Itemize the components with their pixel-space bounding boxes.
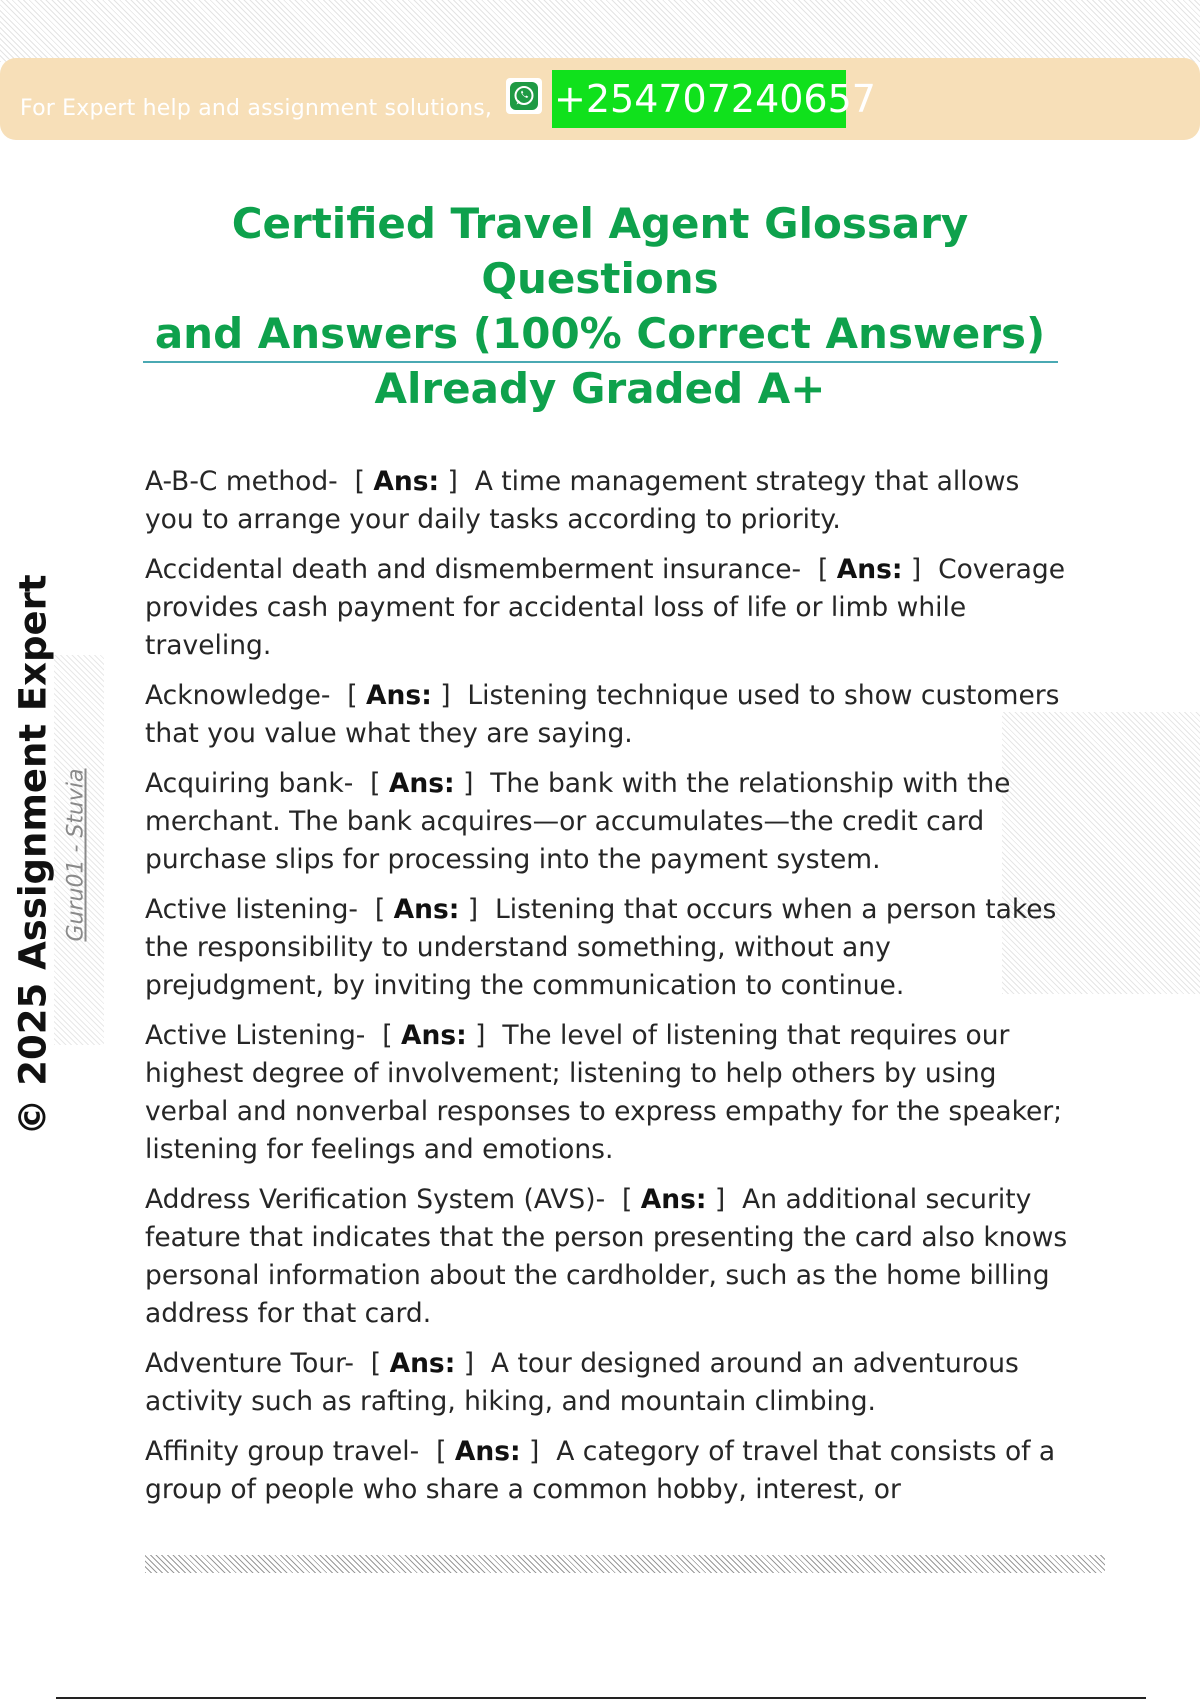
ans-label: Ans: [388, 768, 455, 799]
banner-text: For Expert help and assignment solutions, [20, 96, 493, 121]
ans-label: Ans: [373, 466, 440, 497]
entry-term: Accidental death and dismemberment insurance- [145, 554, 802, 585]
ans-label: Ans: [393, 894, 460, 925]
entry-definition: Listening technique used to show customers that you value what they are saying. [145, 680, 1060, 749]
entry-definition: A tour designed around an adventurous activity such as rafting, hiking, and mountain climbing. [145, 1348, 1019, 1417]
entry-definition: A category of travel that consists of a group of people who share a common hobby, interest, or [145, 1436, 1056, 1505]
author-vertical: Guru01 - Stuvia [63, 768, 89, 942]
title-line-3: Already Graded A+ [374, 364, 826, 413]
title-line-2: and Answers (100% Correct Answers) [154, 309, 1046, 358]
ans-label: Ans: [836, 554, 903, 585]
entry-term: A-B-C method- [145, 466, 338, 497]
glossary-entry: Accidental death and dismemberment insurance- [ Ans: ] Coverage provides cash payment for accidental loss of life or limb while traveling. [145, 554, 1066, 661]
ans-label: Ans: [389, 1348, 456, 1379]
footer-divider [56, 1697, 1146, 1699]
glossary-list [145, 463, 1070, 1521]
entry-term: Active listening- [145, 894, 358, 925]
entry-term: Active Listening- [145, 1020, 366, 1051]
glossary-entry: Active Listening- [ Ans: ] The level of listening that requires our highest degree of involvement; listening to help others by using verbal and nonverbal responses to express empathy for the speaker; listening for feelings and emotions. [145, 1020, 1063, 1165]
entry-term: Address Verification System (AVS)- [145, 1184, 606, 1215]
glossary-entry: Active listening- [ Ans: ] Listening that occurs when a person takes the responsibility to understand something, without any prejudgment, by inviting the communication to continue. [145, 894, 1057, 1001]
bottom-hatch-pattern [145, 1555, 1105, 1573]
glossary-entry: Address Verification System (AVS)- [ Ans: ] An additional security feature that indicates that the person presenting the card also knows personal information about the cardholder, such as the home billing address for that card. [145, 1184, 1068, 1329]
title-divider [143, 361, 1058, 363]
entry-term: Acquiring bank- [145, 768, 354, 799]
glossary-entry: A-B-C method- [ Ans: ] A time management strategy that allows you to arrange your daily tasks according to priority. [145, 466, 1020, 535]
glossary-entry: Adventure Tour- [ Ans: ] A tour designed around an adventurous activity such as rafting, hiking, and mountain climbing. [145, 1348, 1019, 1417]
entry-definition: Coverage provides cash payment for accidental loss of life or limb while traveling. [145, 554, 1066, 661]
ans-label: Ans: [366, 680, 432, 711]
entry-term: Acknowledge- [145, 680, 331, 711]
entry-definition: Listening that occurs when a person takes the responsibility to understand something, without any prejudgment, by inviting the communication to continue. [145, 894, 1057, 1001]
copyright-vertical: © 2025 Assignment Expert [11, 574, 55, 1136]
ans-label: Ans: [640, 1184, 707, 1215]
glossary-entry: Acknowledge- [ Ans: ] Listening technique used to show customers that you value what they are saying. [145, 680, 1060, 749]
entry-term: Affinity group travel- [145, 1436, 420, 1467]
phone-number[interactable]: +254707240657 [552, 70, 846, 128]
page-title [130, 196, 1070, 416]
title-line-1: Certified Travel Agent Glossary Questions [231, 199, 969, 303]
glossary-entry: Acquiring bank- [ Ans: ] The bank with the relationship with the merchant. The bank acquires—or accumulates—the credit card purchase slips for processing into the payment system. [145, 768, 1011, 875]
top-hatch-pattern [0, 0, 1200, 62]
whatsapp-icon [506, 78, 542, 114]
entry-definition: An additional security feature that indicates that the person presenting the card also knows personal information about the cardholder, such as the home billing address for that card. [145, 1184, 1068, 1329]
entry-definition: The level of listening that requires our highest degree of involvement; listening to help others by using verbal and nonverbal responses to express empathy for the speaker; listening for feelings and emotions. [145, 1020, 1063, 1165]
ans-label: Ans: [400, 1020, 467, 1051]
glossary-entry: Affinity group travel- [ Ans: ] A category of travel that consists of a group of people who share a common hobby, interest, or [145, 1436, 1056, 1505]
ans-label: Ans: [454, 1436, 521, 1467]
entry-definition: A time management strategy that allows you to arrange your daily tasks according to priority. [145, 466, 1020, 535]
entry-definition: The bank with the relationship with the merchant. The bank acquires—or accumulates—the credit card purchase slips for processing into the payment system. [145, 768, 1011, 875]
entry-term: Adventure Tour- [145, 1348, 354, 1379]
